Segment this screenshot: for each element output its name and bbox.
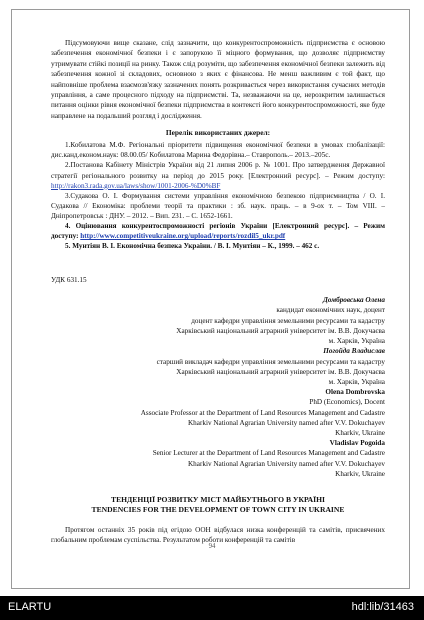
author-name-en: Olena Dombrovska	[325, 388, 385, 397]
body-paragraph: Підсумовуючи вище сказане, слід зазначити, що конкурентоспроможність підприємства є основою забезпечення економічної безпеки і є запорукою її міцного формування, що дозволяє підприємству утримувати стійкі позиції на ринку. Також слід розуміти, що забезпечення економічної безпеки залежить від забезпечення кожної зі складових, основною з яких є фінансова. Не менш важливим є той факт, що найповніше проблема взаємозв'язку зазначених понять розкривається через використання сучасних методів управління, а саме процесного підходу на підприємстві. Та, незважаючи на це, нерозкритим залишається питання оцінки рівня економічної безпеки підприємства в контексті його конкурентоспроможності, яке буде направлене на подальший розгляд і дослідження.	[51, 39, 385, 120]
reference-1: 1.Кобилатова М.Ф. Регіональні пріоритети підвищення економічної безпеки в умовах глобалізації: дис.канд.економ.наук: 08.00.05/ Кобилатова Марина Федорівна.– Ставрополь.– 2013.–205с.	[51, 141, 385, 160]
udk-code: УДК 631.15	[51, 276, 87, 285]
reference-4	[51, 221, 385, 241]
page-number: 94	[208, 543, 216, 550]
page-content	[51, 38, 385, 546]
author2-position-ua: старший викладач кафедри управління земельними ресурсами та кадастру	[156, 357, 385, 366]
author2-university-ua: Харківський національний аграрний університет ім. В.В. Докучаєва	[176, 367, 385, 376]
author2-city-ua: м. Харків, Україна	[328, 377, 385, 386]
reference-2-text: 2.Постанова Кабінету Міністрів України від 21 липня 2006 р. № 1001. Про затвердження Державної стратегії регіонального розвитку на період до 2015 року. [Електронний ресурс]. – Режим доступу:	[51, 161, 385, 180]
author2-name-ua: Погойда Владислав	[323, 347, 385, 356]
article-title-ua: ТЕНДЕНЦІЇ РОЗВИТКУ МІСТ МАЙБУТНЬОГО В УКРАЇНІ	[111, 494, 325, 504]
author-city-en: Kharkiv, Ukraine	[335, 428, 385, 437]
reference-4-text: 4. Оцінювання конкурентоспроможності регіонів України [Електронний ресурс]. – Режим доступу:	[51, 222, 385, 241]
footer-handle-label: hdl:lib/31463	[351, 601, 414, 613]
author-degree-en: PhD (Economics), Docent	[309, 398, 385, 407]
reference-2-link[interactable]: http://rakon3.rada.gov.ua/laws/show/1001-2006-%D0%BF	[51, 181, 221, 190]
reference-3: 3.Судакова О. І. Формування системи управління економічною безпекою підприємництва / О. І. Судакова // Економіка: проблеми теорії та практики : зб. наук. праць. – в 9-ох т. – Том VIII. – Дніпропетровськ : ДНУ. – 2012. – Вип. 231. – С. 1652-1661.	[51, 191, 385, 220]
reference-2	[51, 160, 385, 190]
author-city-ua: м. Харків, Україна	[328, 337, 385, 346]
author2-position-en: Senior Lecturer at the Department of Land Resources Management and Cadastre	[152, 449, 385, 458]
reference-4-link[interactable]: http://www.competitiveukraine.org/upload/reports/rozdil5_ukr.pdf	[80, 232, 286, 241]
author2-city-en: Kharkiv, Ukraine	[335, 469, 385, 478]
author-position-ua: доцент кафедри управління земельними ресурсами та кадастру	[191, 316, 385, 325]
author2-name-en: Vladislav Pogoida	[329, 439, 385, 448]
article-first-paragraph: Протягом останніх 35 років під егідою ООН відбулася низка конференцій та самітів, присвячених глобальним проблемам суспільства. Результатом роботи конференцій та самітів	[51, 525, 385, 545]
footer-repository-label: ELARTU	[8, 601, 52, 613]
author2-university-en: Kharkiv National Agrarian University named after V.V. Dokuchayev	[187, 459, 385, 468]
author-university-en: Kharkiv National Agrarian University named after V.V. Dokuchayev	[187, 418, 385, 427]
reference-5: 5. Мунтіян В. І. Економічна безпека України. / В. І. Мунтіян – К., 1999. – 462 с.	[65, 242, 320, 251]
references-heading: Перелік використаних джерел:	[165, 128, 271, 138]
author-position-en: Associate Professor at the Department of Land Resources Management and Cadastre	[140, 408, 385, 417]
footer-bar	[0, 596, 424, 620]
article-title-en: TENDENCIES FOR THE DEVELOPMENT OF TOWN CITY IN UKRAINE	[91, 504, 345, 514]
author-degree-ua: кандидат економічних наук, доцент	[276, 306, 385, 315]
author-university-ua: Харківський національний аграрний університет ім. В.В. Докучаєва	[176, 326, 385, 335]
author-name-ua: Домбровська Олена	[322, 296, 385, 305]
